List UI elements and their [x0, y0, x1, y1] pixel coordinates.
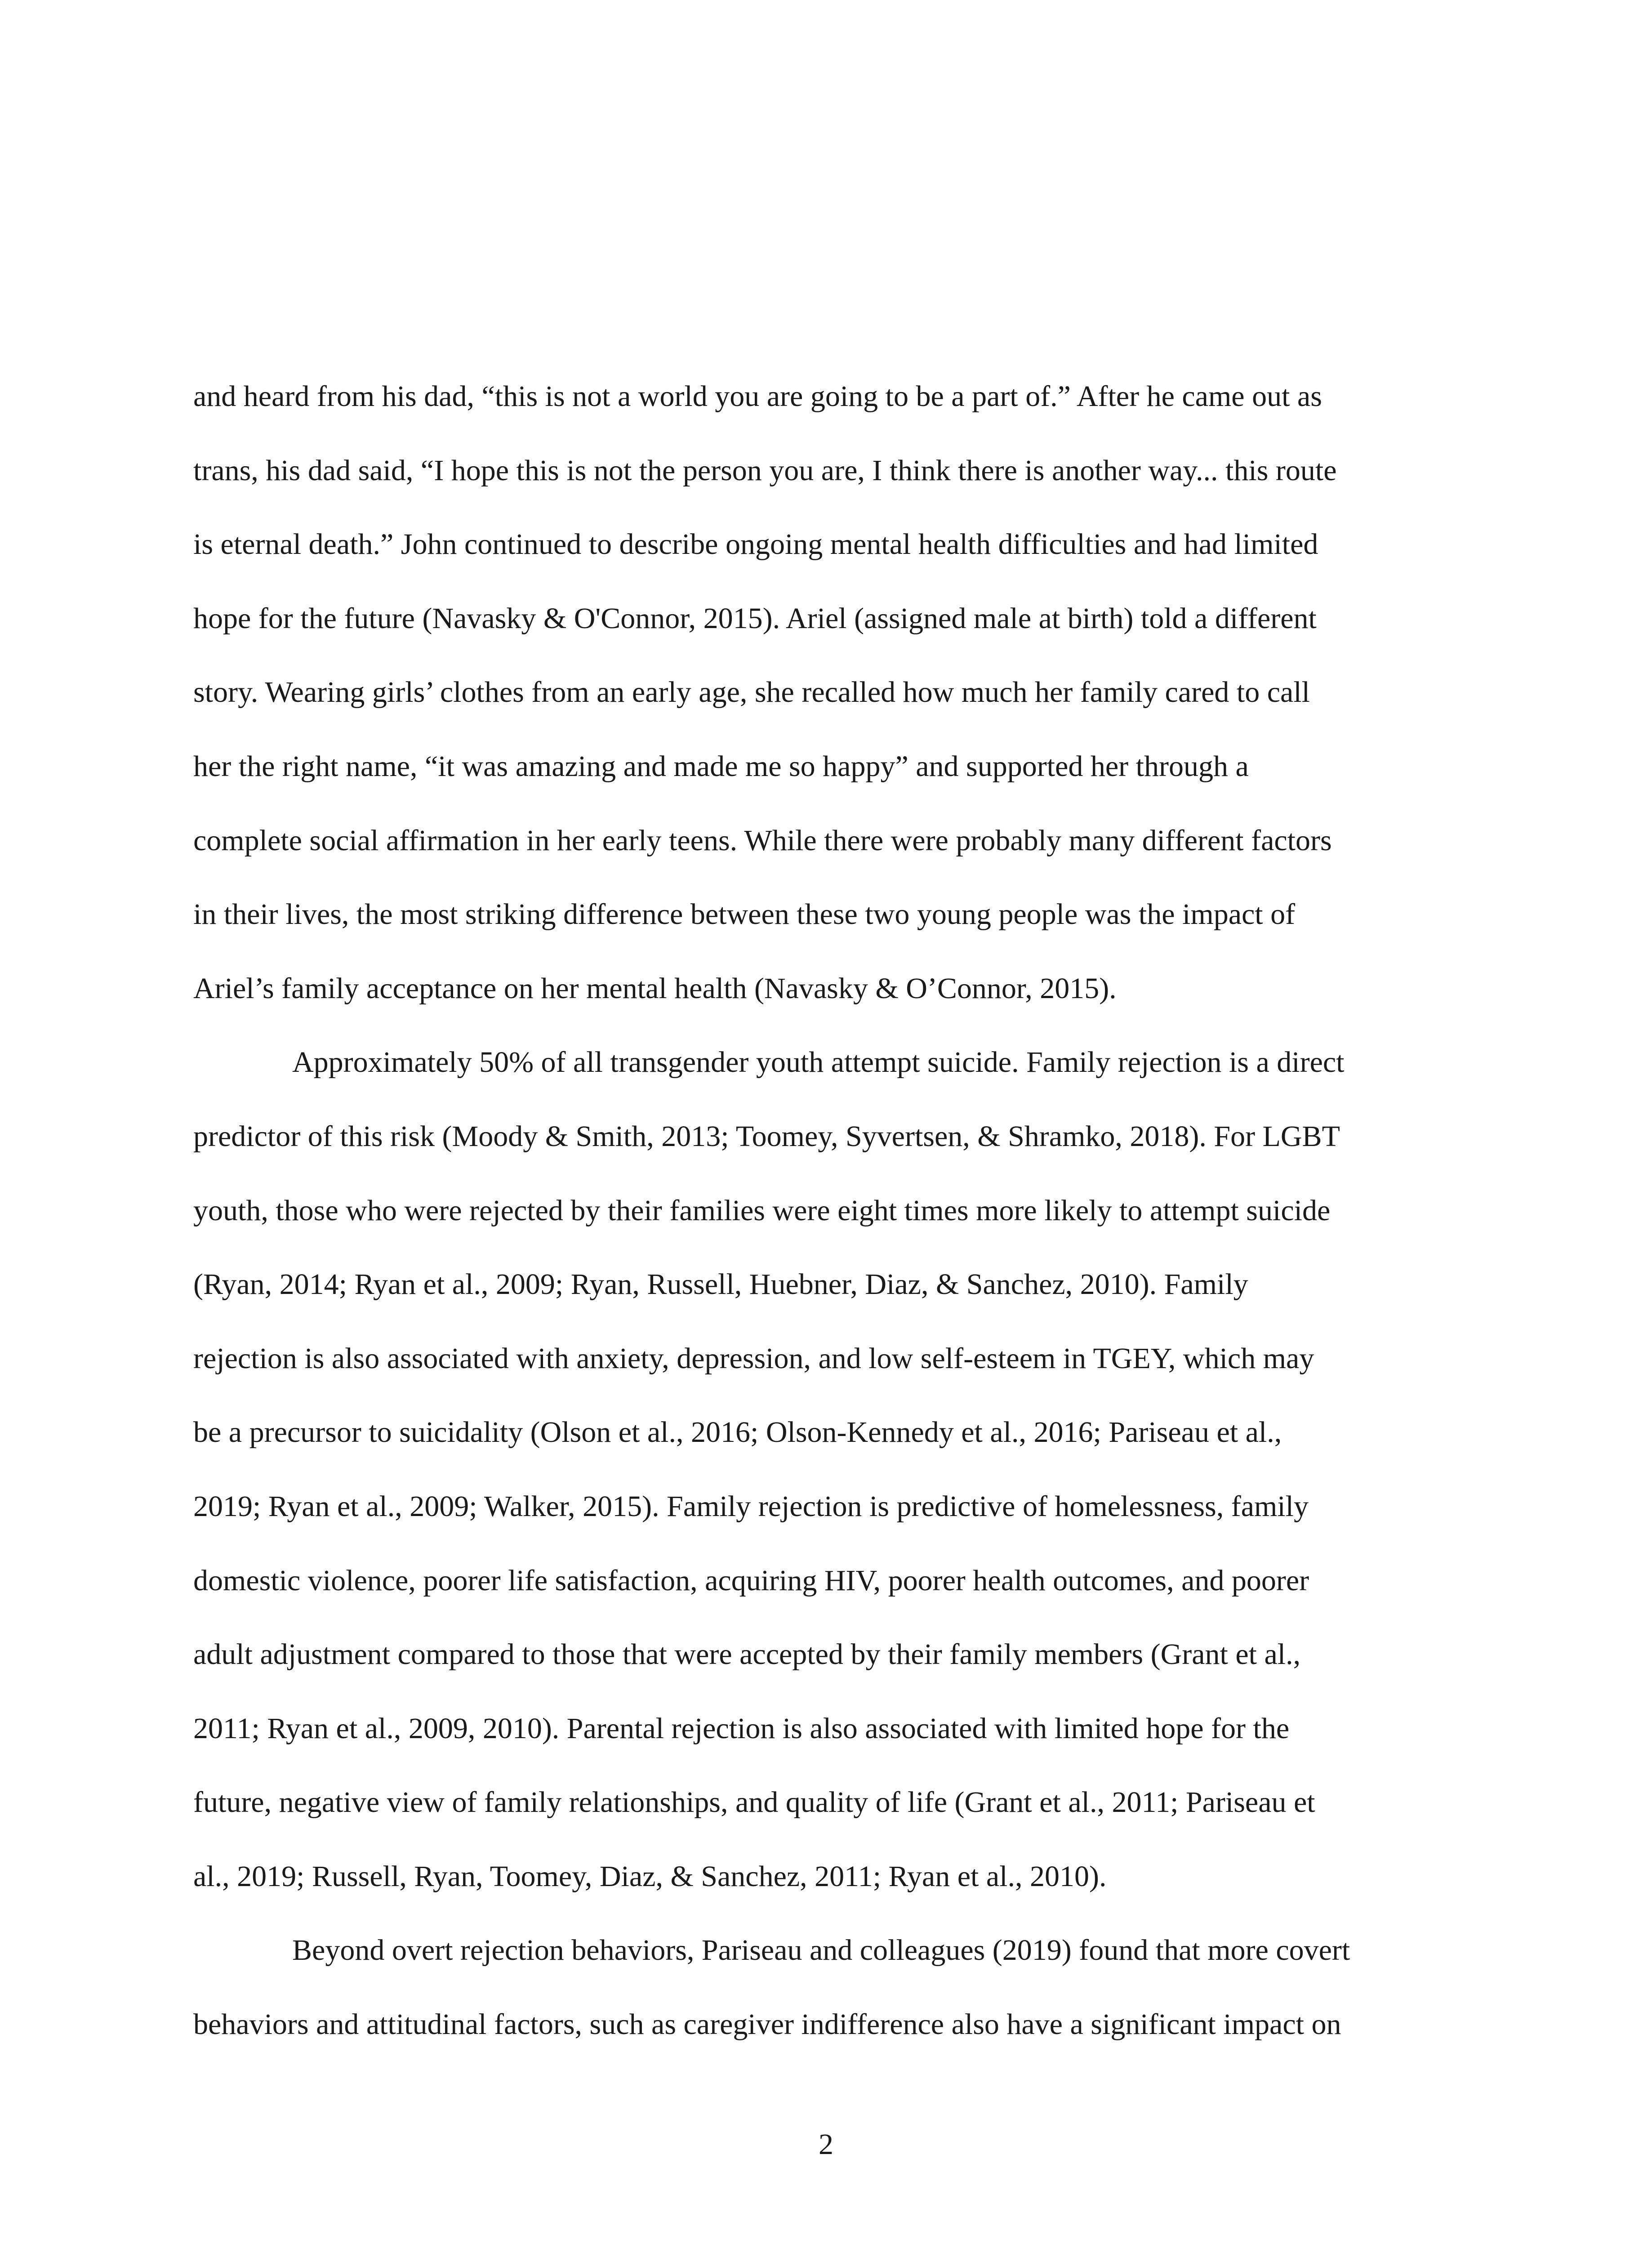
text-line: (Ryan, 2014; Ryan et al., 2009; Ryan, Russell, Huebner, Diaz, & Sanchez, 2010). Family	[193, 1268, 1248, 1301]
paragraph-first-line: Approximately 50% of all transgender youth attempt suicide. Family rejection is a direct	[292, 1046, 1345, 1079]
text-line: is eternal death.” John continued to describe ongoing mental health difficulties and had limited	[193, 528, 1318, 561]
text-line: and heard from his dad, “this is not a world you are going to be a part of.” After he came out as	[193, 380, 1322, 413]
text-line: future, negative view of family relationships, and quality of life (Grant et al., 2011; Pariseau et	[193, 1786, 1315, 1819]
body-text	[193, 360, 1443, 2062]
text-line: story. Wearing girls’ clothes from an early age, she recalled how much her family cared to call	[193, 676, 1310, 709]
text-line: her the right name, “it was amazing and made me so happy” and supported her through a	[193, 749, 1249, 783]
paragraph-first-line: Beyond overt rejection behaviors, Pariseau and colleagues (2019) found that more covert	[292, 1934, 1350, 1967]
text-line: adult adjustment compared to those that were accepted by their family members (Grant et al.,	[193, 1638, 1301, 1671]
page-number: 2	[819, 2128, 833, 2161]
text-line: behaviors and attitudinal factors, such as caregiver indifference also have a significant impact on	[193, 2008, 1341, 2041]
text-line: Ariel’s family acceptance on her mental health (Navasky & O’Connor, 2015).	[193, 972, 1117, 1005]
text-line: in their lives, the most striking difference between these two young people was the impact of	[193, 898, 1296, 931]
text-line: 2011; Ryan et al., 2009, 2010). Parental rejection is also associated with limited hope for the	[193, 1712, 1290, 1745]
text-line: predictor of this risk (Moody & Smith, 2013; Toomey, Syvertsen, & Shramko, 2018). For LGBT	[193, 1120, 1340, 1153]
text-line: be a precursor to suicidality (Olson et al., 2016; Olson-Kennedy et al., 2016; Pariseau et al.,	[193, 1416, 1282, 1449]
text-line: trans, his dad said, “I hope this is not the person you are, I think there is another way... this route	[193, 454, 1337, 487]
text-line: domestic violence, poorer life satisfaction, acquiring HIV, poorer health outcomes, and poorer	[193, 1564, 1309, 1597]
text-line: 2019; Ryan et al., 2009; Walker, 2015). Family rejection is predictive of homelessness, family	[193, 1490, 1309, 1523]
text-line: complete social affirmation in her early teens. While there were probably many different factors	[193, 824, 1332, 857]
text-line: al., 2019; Russell, Ryan, Toomey, Diaz, & Sanchez, 2011; Ryan et al., 2010).	[193, 1860, 1107, 1893]
text-line: rejection is also associated with anxiety, depression, and low self-esteem in TGEY, which may	[193, 1342, 1314, 1375]
text-line: hope for the future (Navasky & O'Connor, 2015). Ariel (assigned male at birth) told a different	[193, 602, 1317, 635]
text-line: youth, those who were rejected by their families were eight times more likely to attempt suicide	[193, 1194, 1331, 1227]
